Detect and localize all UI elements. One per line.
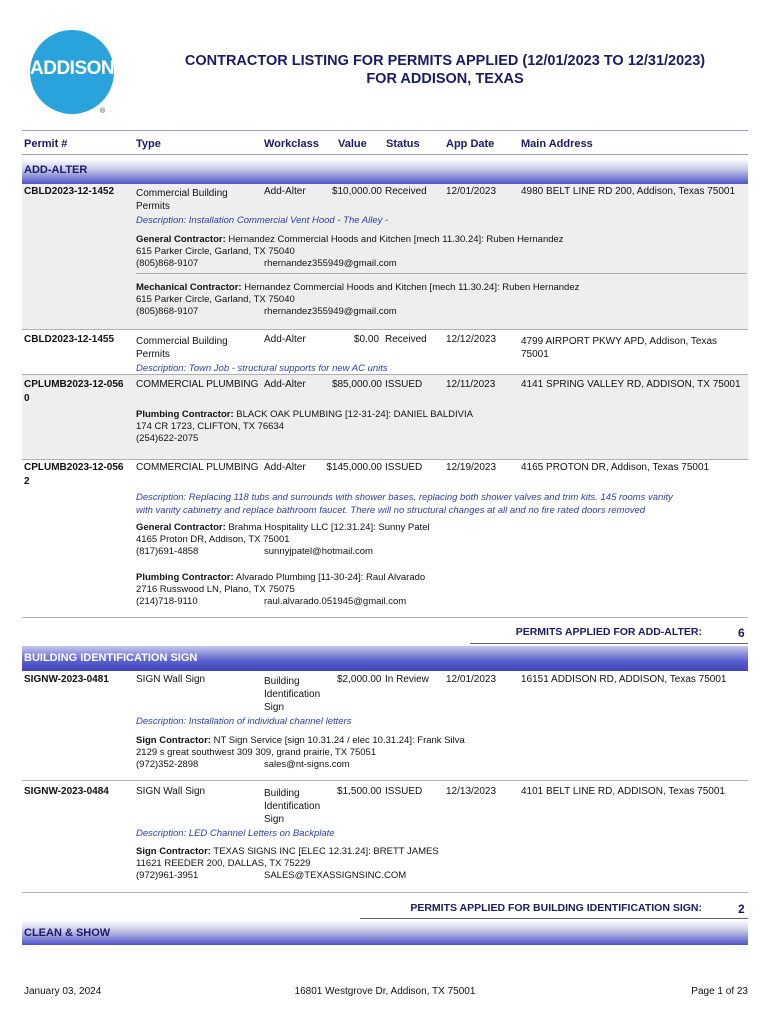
- contractor-block: [136, 409, 473, 445]
- contractor-phone: (214)718-9110: [136, 596, 198, 607]
- contractor-divider: [136, 273, 746, 274]
- permit-number: CBLD2023-12-1452: [24, 186, 115, 197]
- permit-type-line2: Permits: [136, 201, 170, 212]
- app-date: 12/11/2023: [446, 379, 496, 390]
- section-label-clean-and-show: CLEAN & SHOW: [24, 927, 111, 939]
- contractor-email: raul.alvarado.051945@gmail.com: [264, 596, 407, 607]
- permit-number-line1: CPLUMB2023-12-056: [24, 462, 124, 473]
- permit-type: [136, 187, 228, 213]
- permit-number-line2: 2: [24, 476, 30, 487]
- contractor-block: [136, 572, 425, 608]
- permit-description: Description: Installation Commercial Vent Hood - The Alley -: [136, 215, 389, 226]
- permit-status: In Review: [385, 674, 429, 685]
- main-address: 16151 ADDISON RD, ADDISON, Texas 75001: [521, 674, 727, 685]
- permit-value: $1,500.00: [337, 786, 382, 797]
- permit-value: $85,000.00: [331, 379, 382, 390]
- contractor-name: Hernandez Commercial Hoods and Kitchen [mech 11.30.24]: Ruben Hernandez: [228, 234, 564, 245]
- section-total-label: PERMITS APPLIED FOR BUILDING IDENTIFICATION SIGN:: [410, 902, 702, 914]
- permit-number: SIGNW-2023-0484: [24, 786, 109, 797]
- section-total-count: 2: [738, 902, 745, 916]
- permit-description: [136, 491, 748, 517]
- app-date: 12/12/2023: [446, 334, 497, 345]
- permit-description-line1: Description: Replacing 118 tubs and surrounds with shower bases, replacing both shower valves and trim kits. 145 rooms vanity: [136, 492, 673, 503]
- workclass: Add-Alter: [264, 334, 306, 345]
- contractor-address: 2716 Russwood LN, Plano, TX 75075: [136, 584, 295, 595]
- workclass: Add-Alter: [264, 186, 306, 197]
- section-total-label: PERMITS APPLIED FOR ADD-ALTER:: [515, 626, 702, 638]
- contractor-phone: (254)622-2075: [136, 433, 199, 444]
- contractor-block: [136, 522, 430, 558]
- row-divider: [22, 329, 748, 330]
- contractor-address: 615 Parker Circle, Garland, TX 75040: [136, 246, 295, 257]
- permit-value: $0.00: [354, 334, 380, 345]
- permit-type-line1: Commercial Building: [136, 336, 228, 347]
- section-label-add-alter: ADD-ALTER: [24, 164, 88, 176]
- permit-number: CBLD2023-12-1455: [24, 334, 115, 345]
- section-total-count: 6: [738, 626, 745, 640]
- permit-number: [24, 461, 124, 489]
- contractor-phone: (972)352-2898: [136, 759, 199, 770]
- header-divider: [22, 130, 748, 131]
- permit-status: ISSUED: [385, 379, 423, 390]
- workclass-line1: Building: [264, 676, 300, 687]
- report-title: [130, 52, 760, 88]
- footer-address: 16801 Westgrove Dr, Addison, TX 75001: [294, 986, 476, 997]
- workclass: [264, 787, 320, 826]
- contractor-role: Sign Contractor:: [136, 846, 211, 857]
- contractor-role: Plumbing Contractor:: [136, 572, 234, 583]
- app-date: 12/01/2023: [446, 186, 497, 197]
- contractor-email: rhernandez355949@gmail.com: [264, 258, 397, 269]
- footer-date: January 03, 2024: [24, 986, 102, 997]
- permit-description: Description: Town Job - structural supports for new AC units: [136, 363, 388, 374]
- contractor-phone: (805)868-9107: [136, 306, 199, 317]
- permit-type-line2: Permits: [136, 349, 170, 360]
- contractor-block: [136, 846, 439, 882]
- contractor-role: Plumbing Contractor:: [136, 409, 234, 420]
- contractor-block: [136, 234, 564, 270]
- col-workclass: Workclass: [264, 138, 319, 150]
- permit-value: $2,000.00: [337, 674, 382, 685]
- workclass: [264, 675, 320, 714]
- permit-type-line1: Commercial Building: [136, 188, 228, 199]
- workclass-line3: Sign: [264, 814, 285, 825]
- contractor-role: General Contractor:: [136, 234, 226, 245]
- row-divider: [22, 617, 748, 618]
- permit-status: ISSUED: [385, 462, 423, 473]
- permit-number-line2: 0: [24, 393, 30, 404]
- permit-number-line1: CPLUMB2023-12-056: [24, 379, 124, 390]
- main-address: 4980 BELT LINE RD 200, Addison, Texas 75001: [521, 186, 736, 197]
- contractor-email: sunnyjpatel@hotmail.com: [264, 546, 373, 557]
- contractor-role: General Contractor:: [136, 522, 226, 533]
- workclass-line3: Sign: [264, 702, 285, 713]
- workclass: Add-Alter: [264, 379, 306, 390]
- permit-type: SIGN Wall Sign: [136, 786, 206, 797]
- main-address: 4165 PROTON DR, Addison, Texas 75001: [521, 462, 710, 473]
- permit-status: Received: [385, 334, 427, 345]
- logo-text: ADDISON: [30, 58, 115, 79]
- contractor-name: BLACK OAK PLUMBING [12-31-24]: DANIEL BALDIVIA: [236, 409, 473, 420]
- permit-type: SIGN Wall Sign: [136, 674, 206, 685]
- contractor-email: rhernandez355949@gmail.com: [264, 306, 397, 317]
- contractor-email: SALES@TEXASSIGNSINC.COM: [264, 870, 407, 881]
- section-bar-clean-and-show: [22, 920, 748, 945]
- contractor-role: Sign Contractor:: [136, 735, 211, 746]
- permit-type: [136, 335, 228, 361]
- permit-value: $10,000.00: [331, 186, 382, 197]
- workclass-line2: Identification: [264, 689, 321, 700]
- workclass-line2: Identification: [264, 801, 321, 812]
- section-label-building-identification-sign: BUILDING IDENTIFICATION SIGN: [24, 652, 198, 664]
- section-bar-add-alter: [22, 159, 748, 184]
- permit-status: ISSUED: [385, 786, 423, 797]
- app-date: 12/19/2023: [446, 462, 497, 473]
- row-divider: [22, 780, 748, 781]
- permit-description-line2: with vanity cabinetry and replace bathroom faucet. There will no structural changes at all and no fire rated doors removed: [136, 505, 646, 516]
- permit-type: COMMERCIAL PLUMBING: [136, 462, 259, 473]
- col-main-address: Main Address: [521, 138, 593, 150]
- main-address: 4101 BELT LINE RD, ADDISON, Texas 75001: [521, 786, 725, 797]
- permit-type: COMMERCIAL PLUMBING: [136, 379, 259, 390]
- permit-value: $145,000.00: [326, 462, 382, 473]
- permit-description: Description: LED Channel Letters on Backplate: [136, 828, 335, 839]
- contractor-phone: (805)868-9107: [136, 258, 199, 269]
- contractor-block: [136, 735, 465, 771]
- column-header-divider: [22, 154, 748, 155]
- contractor-name: NT Sign Service [sign 10.31.24 / elec 10.31.24]: Frank Silva: [213, 735, 465, 746]
- row-divider: [22, 459, 748, 460]
- contractor-phone: (817)691-4858: [136, 546, 199, 557]
- col-status: Status: [386, 138, 420, 150]
- workclass-line1: Building: [264, 788, 300, 799]
- permit-description: Description: Installation of individual channel letters: [136, 716, 352, 727]
- contractor-address: 615 Parker Circle, Garland, TX 75040: [136, 294, 295, 305]
- report-title-line1: CONTRACTOR LISTING FOR PERMITS APPLIED (12/01/2023 TO 12/31/2023): [184, 53, 706, 69]
- col-permit: Permit #: [24, 138, 68, 150]
- contractor-name: Alvarado Plumbing [11-30-24]: Raul Alvarado: [235, 572, 426, 583]
- total-underline: [360, 918, 748, 919]
- contractor-block: [136, 282, 579, 318]
- col-app-date: App Date: [446, 138, 495, 150]
- app-date: 12/01/2023: [446, 674, 497, 685]
- contractor-phone: (972)961-3951: [136, 870, 199, 881]
- contractor-address: 4165 Proton DR, Addison, TX 75001: [136, 534, 290, 545]
- contractor-address: 2129 s great southwest 309 309, grand prairie, TX 75051: [136, 747, 377, 758]
- workclass: Add-Alter: [264, 462, 306, 473]
- contractor-name: TEXAS SIGNS INC [ELEC 12.31.24]: BRETT JAMES: [213, 846, 439, 857]
- col-type: Type: [136, 138, 161, 150]
- main-address-line1: 4799 AIRPORT PKWY APD, Addison, Texas: [521, 336, 718, 347]
- logo-registered-mark: ®: [100, 108, 106, 115]
- row-divider: [22, 892, 748, 893]
- main-address-line2: 75001: [521, 349, 549, 360]
- report-title-line2: FOR ADDISON, TEXAS: [366, 71, 524, 87]
- contractor-address: 11621 REEDER 200, DALLAS, TX 75229: [136, 858, 311, 869]
- contractor-name: Brahma Hospitality LLC [12.31.24]: Sunny Patel: [228, 522, 430, 533]
- permit-number: [24, 378, 124, 406]
- permit-status: Received: [385, 186, 427, 197]
- contractor-address: 174 CR 1723, CLIFTON, TX 76634: [136, 421, 285, 432]
- app-date: 12/13/2023: [446, 786, 497, 797]
- contractor-email: sales@nt-signs.com: [264, 759, 350, 770]
- total-underline: [470, 643, 748, 644]
- contractor-role: Mechanical Contractor:: [136, 282, 242, 293]
- permit-number: SIGNW-2023-0481: [24, 674, 109, 685]
- main-address: [521, 335, 717, 361]
- footer-page-number: Page 1 of 23: [691, 986, 748, 997]
- contractor-name: Hernandez Commercial Hoods and Kitchen [mech 11.30.24]: Ruben Hernandez: [244, 282, 580, 293]
- main-address: 4141 SPRING VALLEY RD, ADDISON, TX 75001: [521, 379, 741, 390]
- col-value: Value: [338, 138, 367, 150]
